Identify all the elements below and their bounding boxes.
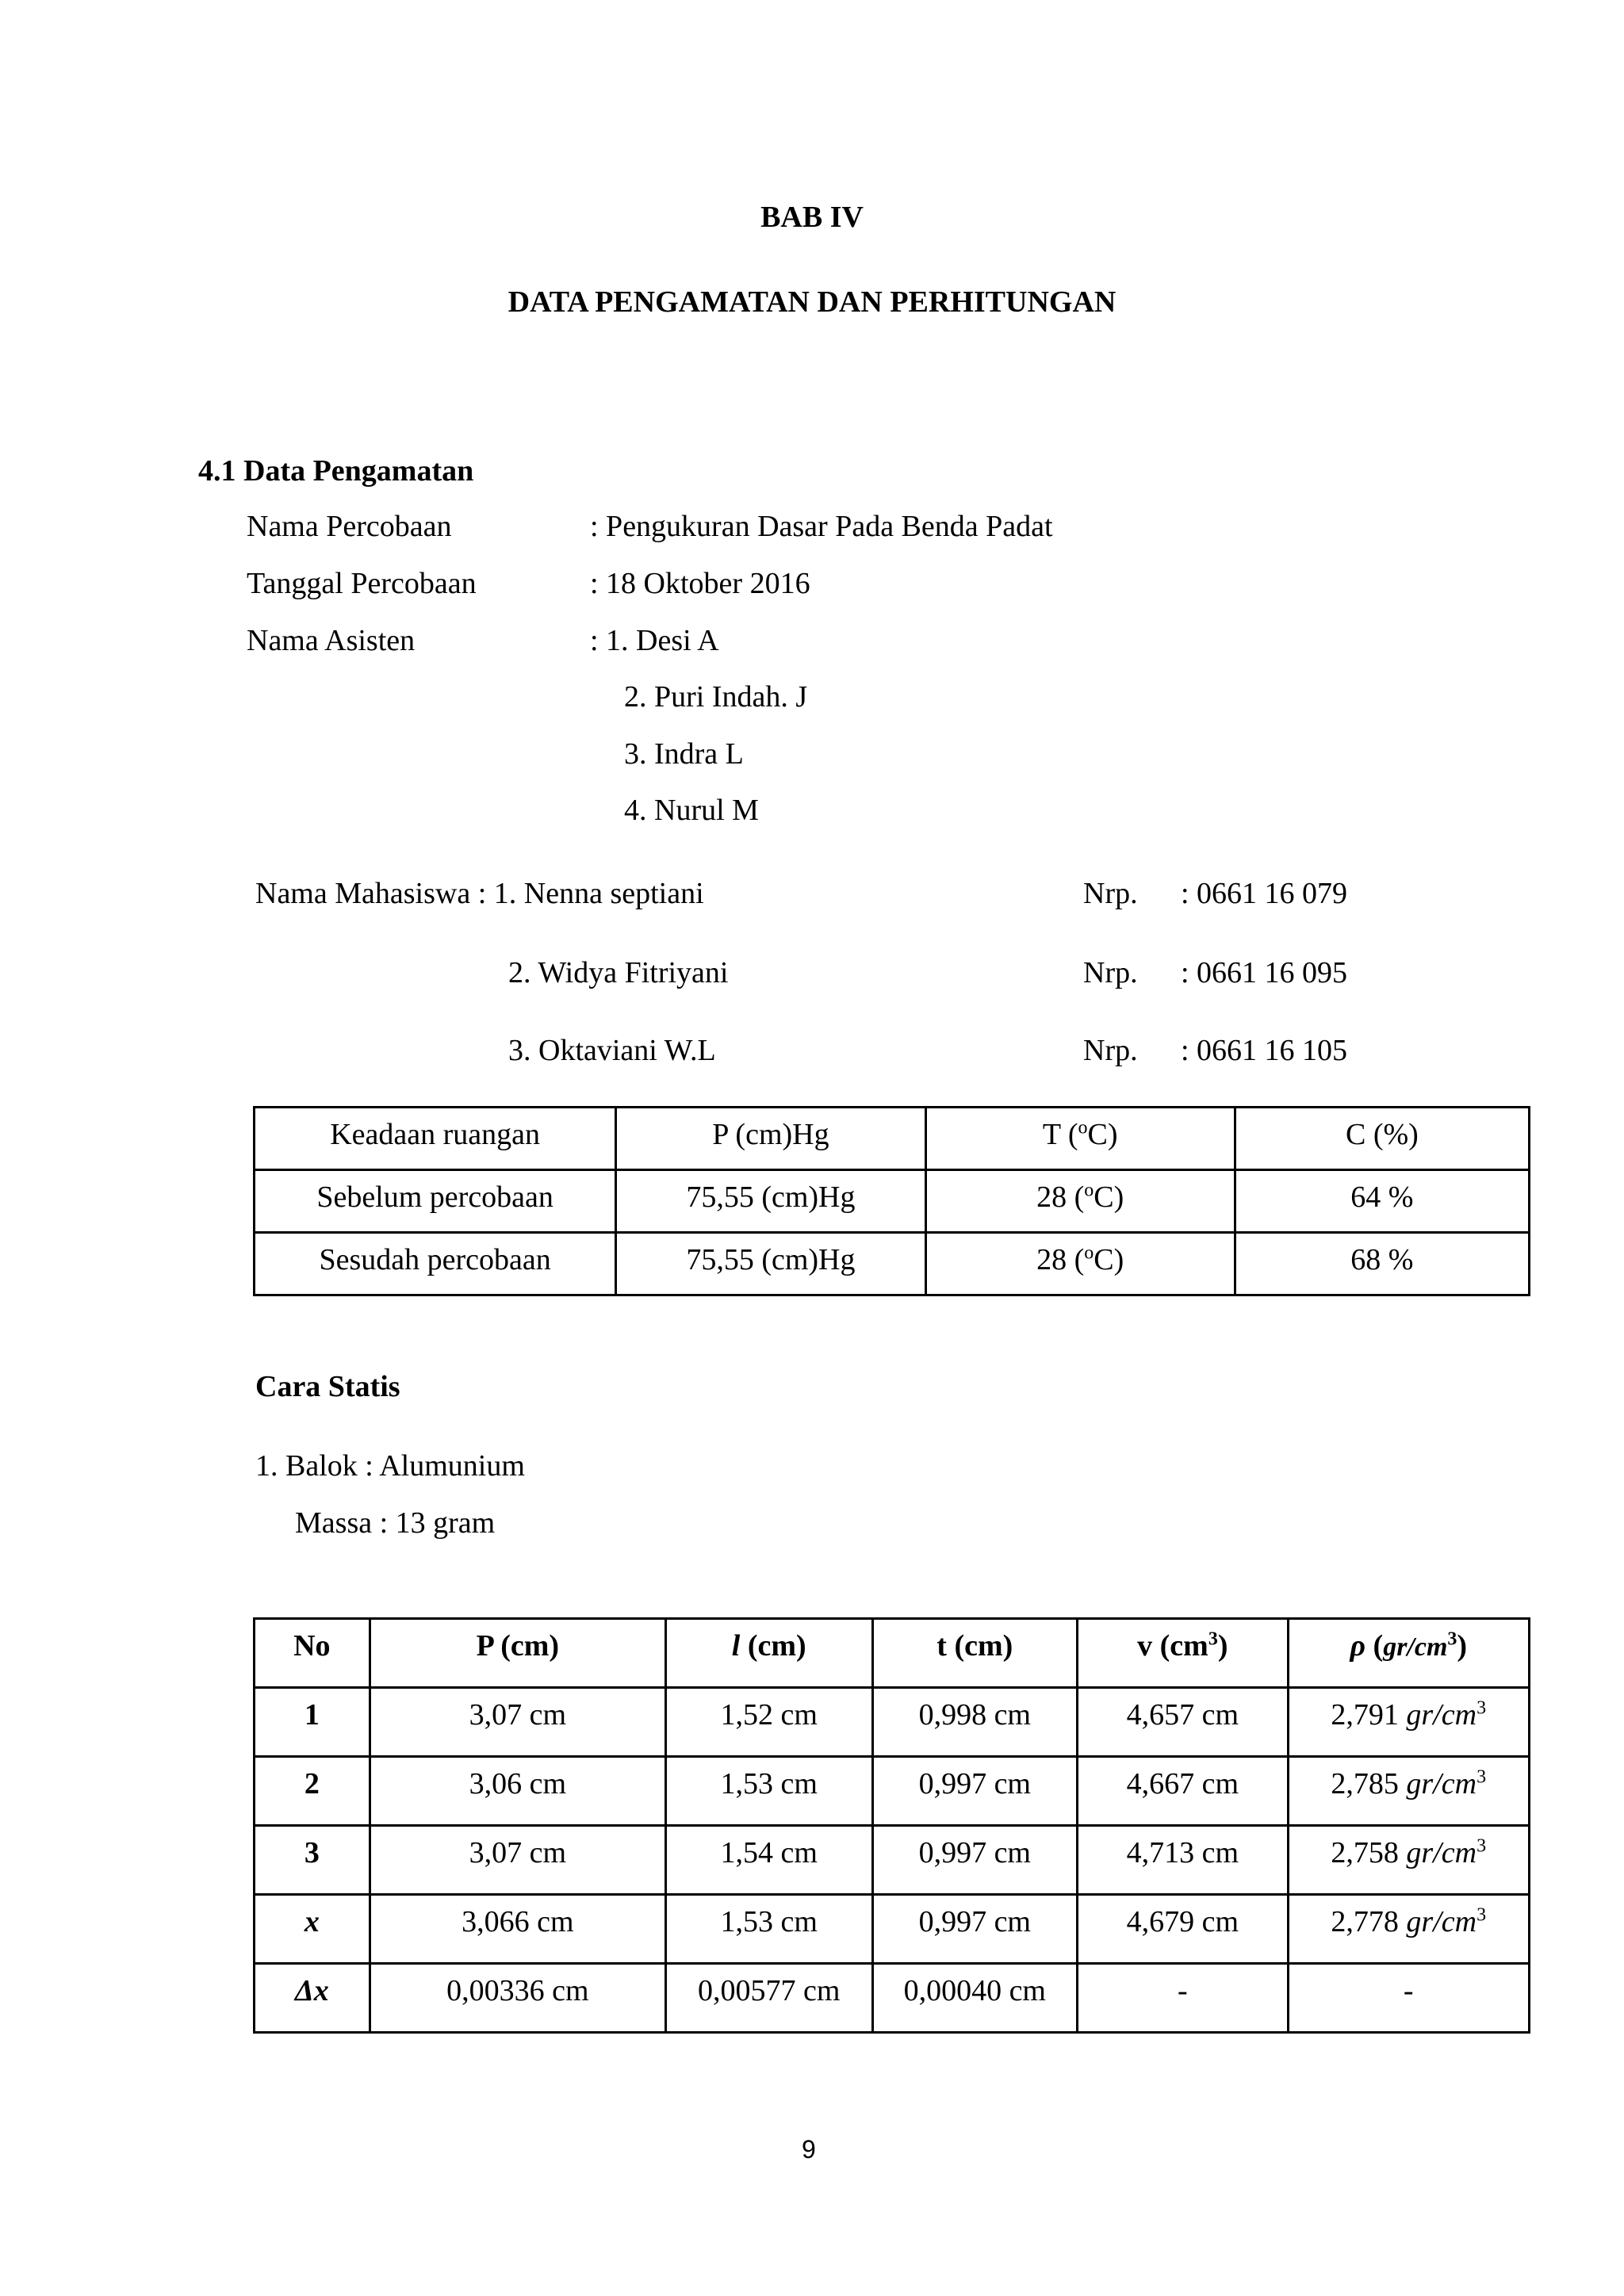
- field-value-percobaan: : Pengukuran Dasar Pada Benda Padat: [590, 510, 1053, 543]
- chapter-heading: BAB IV: [760, 201, 864, 234]
- cell-text: 28 (: [1036, 1243, 1085, 1276]
- field-value-tanggal: : 18 Oktober 2016: [590, 567, 810, 600]
- table-row: [255, 1826, 1530, 1895]
- header-cell: C (%): [1235, 1108, 1529, 1170]
- table-cell: 3,07 cm: [370, 1688, 665, 1757]
- table-cell: -: [1288, 1964, 1529, 2033]
- table-cell: [1288, 1895, 1529, 1964]
- table-cell: 3: [255, 1826, 370, 1895]
- balok-item: 1. Balok : Alumunium: [255, 1449, 525, 1483]
- table-cell: 0,00040 cm: [872, 1964, 1078, 2033]
- cell-text: C): [1094, 1181, 1124, 1214]
- degree-sup: o: [1084, 1180, 1094, 1201]
- header-text: (: [1365, 1629, 1384, 1663]
- header-cell: t (cm): [872, 1619, 1078, 1688]
- asisten-item: 3. Indra L: [624, 737, 744, 771]
- degree-sup: o: [1084, 1242, 1094, 1264]
- table-cell: 3,07 cm: [370, 1826, 665, 1895]
- mahasiswa-label-text: Nama Mahasiswa :: [255, 877, 494, 910]
- header-text: ): [1217, 1629, 1228, 1663]
- table-cell: 64 %: [1235, 1170, 1529, 1233]
- header-text: C): [1087, 1118, 1118, 1151]
- table-cell: 0,997 cm: [872, 1895, 1078, 1964]
- nrp-value: : 0661 16 095: [1181, 956, 1348, 989]
- header-cell: [925, 1108, 1235, 1170]
- table-row: [255, 1170, 1530, 1233]
- field-label-asisten: Nama Asisten: [247, 624, 416, 657]
- table-header-row: [255, 1619, 1530, 1688]
- mahasiswa-name: 2. Widya Fitriyani: [508, 956, 729, 989]
- table-cell: [1288, 1757, 1529, 1826]
- field-value-asisten: : 1. Desi A: [590, 624, 719, 657]
- mahasiswa-name: 3. Oktaviani W.L: [508, 1034, 716, 1067]
- mahasiswa-label: [255, 878, 704, 909]
- cell-text: 2,758: [1331, 1836, 1407, 1869]
- massa-line: Massa : 13 gram: [295, 1506, 496, 1540]
- page-number: 9: [802, 2135, 816, 2164]
- cell-unit: gr/cm: [1406, 1905, 1477, 1938]
- header-text: T (: [1042, 1118, 1078, 1151]
- table-cell: x: [255, 1895, 370, 1964]
- header-symbol: ρ: [1350, 1629, 1366, 1663]
- cell-unit: gr/cm: [1406, 1767, 1477, 1800]
- asisten-item: 4. Nurul M: [624, 794, 759, 827]
- cell-unit: gr/cm: [1406, 1698, 1477, 1732]
- nrp-label: Nrp.: [1083, 1034, 1138, 1067]
- header-cell: [1288, 1619, 1529, 1688]
- nrp-label: Nrp.: [1083, 877, 1138, 910]
- header-symbol: l: [731, 1629, 741, 1663]
- table-cell: 68 %: [1235, 1233, 1529, 1295]
- table-cell: 4,657 cm: [1078, 1688, 1288, 1757]
- table-cell: 3,06 cm: [370, 1757, 665, 1826]
- header-sup: 3: [1447, 1628, 1457, 1650]
- header-unit: gr/cm: [1383, 1632, 1448, 1662]
- room-condition-table: [253, 1106, 1530, 1296]
- cell-text: C): [1094, 1243, 1124, 1276]
- table-row: [255, 1964, 1530, 2033]
- table-cell: [925, 1233, 1235, 1295]
- field-label-tanggal: Tanggal Percobaan: [247, 567, 477, 600]
- cara-statis-title: Cara Statis: [255, 1370, 400, 1403]
- table-cell: 0,00577 cm: [665, 1964, 872, 2033]
- table-cell: [1288, 1688, 1529, 1757]
- table-cell: Sebelum percobaan: [255, 1170, 616, 1233]
- section-title: 4.1 Data Pengamatan: [198, 454, 474, 488]
- table-cell: 1,53 cm: [665, 1895, 872, 1964]
- asisten-item: 2. Puri Indah. J: [624, 680, 808, 714]
- nrp-value: : 0661 16 105: [1181, 1034, 1348, 1067]
- header-cell: P (cm)Hg: [616, 1108, 925, 1170]
- table-cell: [925, 1170, 1235, 1233]
- field-label-percobaan: Nama Percobaan: [247, 510, 452, 543]
- table-cell: Δx: [255, 1964, 370, 2033]
- header-cell: No: [255, 1619, 370, 1688]
- table-cell: 1: [255, 1688, 370, 1757]
- table-row: [255, 1895, 1530, 1964]
- table-row: [255, 1757, 1530, 1826]
- table-cell: 2: [255, 1757, 370, 1826]
- table-cell: Sesudah percobaan: [255, 1233, 616, 1295]
- cell-sup: 3: [1477, 1835, 1487, 1857]
- table-cell: 1,53 cm: [665, 1757, 872, 1826]
- table-cell: 3,066 cm: [370, 1895, 665, 1964]
- header-text: ): [1457, 1629, 1468, 1663]
- cell-text: 2,785: [1331, 1767, 1407, 1800]
- table-cell: 75,55 (cm)Hg: [616, 1233, 925, 1295]
- cell-unit: gr/cm: [1406, 1836, 1477, 1869]
- table-cell: 0,00336 cm: [370, 1964, 665, 2033]
- header-text: (cm): [740, 1629, 806, 1663]
- table-row: [255, 1233, 1530, 1295]
- mahasiswa-name: 1. Nenna septiani: [493, 877, 704, 910]
- table-cell: 4,713 cm: [1078, 1826, 1288, 1895]
- cell-text: 2,791: [1331, 1698, 1407, 1732]
- cell-text: 28 (: [1036, 1181, 1085, 1214]
- cell-sup: 3: [1477, 1766, 1487, 1788]
- header-cell: [665, 1619, 872, 1688]
- table-cell: 4,679 cm: [1078, 1895, 1288, 1964]
- nrp-value: : 0661 16 079: [1181, 877, 1348, 910]
- table-cell: 4,667 cm: [1078, 1757, 1288, 1826]
- balok-measurement-table: [253, 1617, 1530, 2034]
- table-cell: -: [1078, 1964, 1288, 2033]
- table-row: [255, 1688, 1530, 1757]
- table-cell: 0,997 cm: [872, 1757, 1078, 1826]
- header-cell: Keadaan ruangan: [255, 1108, 616, 1170]
- table-header-row: [255, 1108, 1530, 1170]
- header-text: v (cm: [1137, 1629, 1208, 1663]
- table-cell: 1,52 cm: [665, 1688, 872, 1757]
- header-cell: P (cm): [370, 1619, 665, 1688]
- cell-sup: 3: [1477, 1904, 1487, 1926]
- table-cell: 0,998 cm: [872, 1688, 1078, 1757]
- degree-sup: o: [1078, 1117, 1088, 1138]
- chapter-title: DATA PENGAMATAN DAN PERHITUNGAN: [508, 285, 1116, 319]
- cell-text: 2,778: [1331, 1905, 1407, 1938]
- table-cell: 0,997 cm: [872, 1826, 1078, 1895]
- cell-sup: 3: [1477, 1697, 1487, 1719]
- header-cell: [1078, 1619, 1288, 1688]
- table-cell: 1,54 cm: [665, 1826, 872, 1895]
- table-cell: [1288, 1826, 1529, 1895]
- header-sup: 3: [1208, 1628, 1218, 1650]
- nrp-label: Nrp.: [1083, 956, 1138, 989]
- table-cell: 75,55 (cm)Hg: [616, 1170, 925, 1233]
